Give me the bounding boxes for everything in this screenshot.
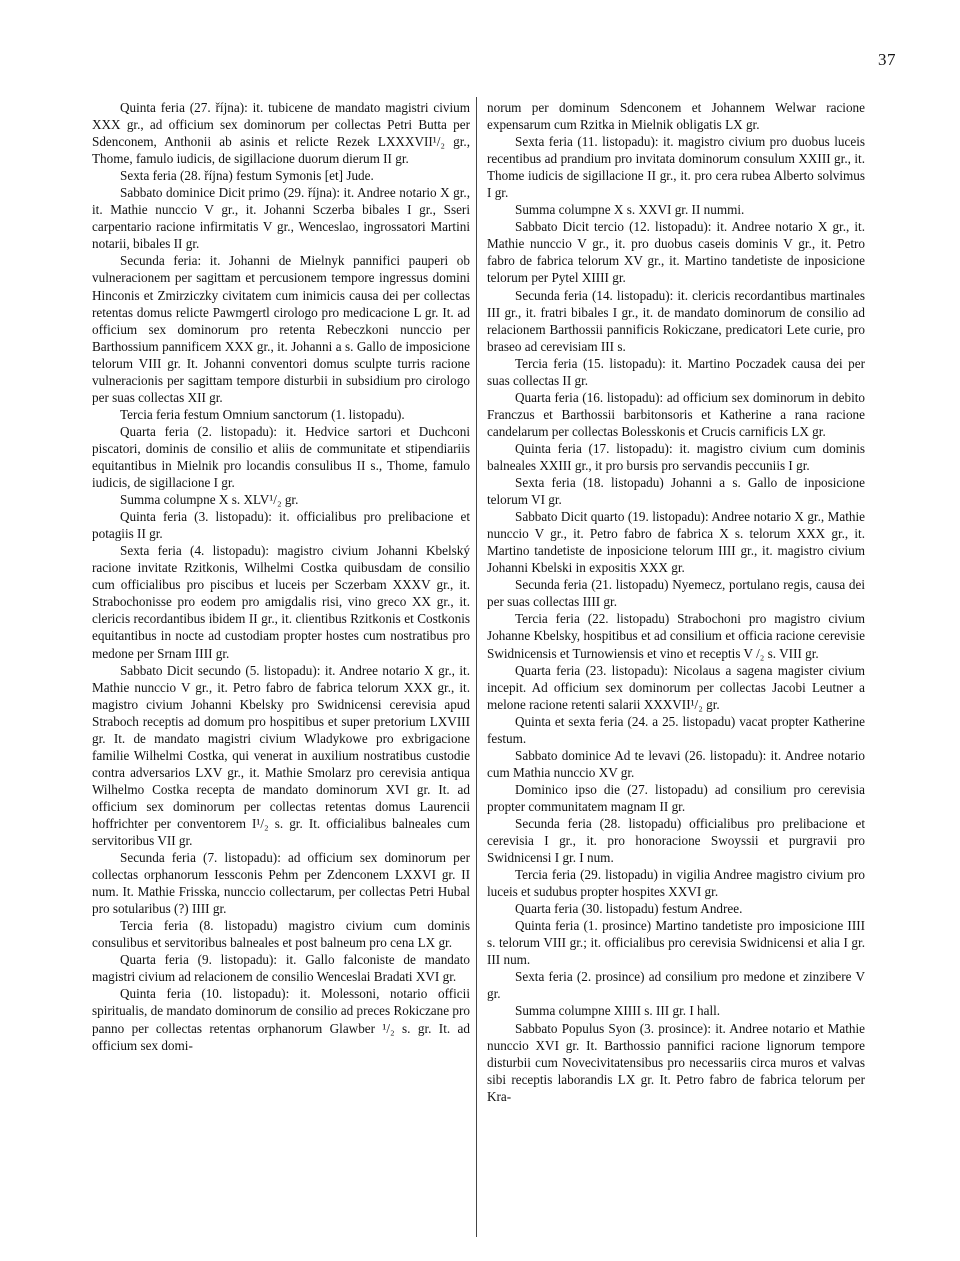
paragraph-entry: Tercia feria (8. listopadu) magistro civium cum dominis consulibus et servitoribus balneales et post balneum pro cena LX gr.	[92, 918, 470, 951]
paragraph-entry: Secunda feria (28. listopadu) officialibus pro prelibacione et cerevisia I gr., it. pro honoracione Swoyssii et purgravii pro Swidnicensi I gr. I num.	[487, 815, 865, 866]
paragraph-entry: Summa columpne X s. XXVI gr. II nummi.	[515, 202, 745, 218]
paragraph-entry: Sexta feria (28. října) festum Symonis [et] Jude.	[120, 168, 374, 184]
paragraph-entry: Summa columpne X s. XLV¹/₂ gr.	[120, 492, 299, 508]
paragraph-entry: Sexta feria (4. listopadu): magistro civium Johanni Kbelský racione invitate Rzitkonis, Wilhelmi Costka quibusdam de consilio cum officialibus pro piscibus et luceis per Sczerbam XXXV gr., it. Strabochonisse pro eodem pro amigdalis risi, vino greco XX gr., it. clericis recordantibus ibidem II gr., it. clientibus Rzitkonis et Costkonis equitantibus in nocte ad custodiam propter hostes cum nostratibus pro medone per Srnam IIII gr.	[92, 543, 470, 661]
paragraph-entry: Quarta feria (9. listopadu): it. Gallo falconiste de mandato magistri civium ad relacionem de consilio Wenceslai Bradati XVI gr.	[92, 952, 470, 985]
paragraph-entry: Quinta et sexta feria (24. a 25. listopadu) vacat propter Katherine festum.	[487, 713, 865, 746]
paragraph-entry: Dominico ipso die (27. listopadu) ad consilium pro cerevisia propter communitatem magnam II gr.	[487, 781, 865, 814]
paragraph-entry: Secunda feria: it. Johanni de Mielnyk pannifici pauperi ob vulneracionem per sagittam et percusionem tempore ingressus domini Hinconis et Zmirziczky civitatem cum inimicis causa dei per collectas retentas domus relicte Pawmgertl cirologo pro medicacione L gr. It. ad officium sex dominorum pro retenta Rebeczkoni nunccio per Barthossium pannificem XXX gr., it. Johanni a s. Gallo de imposicione telorum VIII gr. It. Johanni conventori domus sculpte turris racione vulneracionis per sagittam tempore disturbii in subsidium pro cirologo per suas collectas XII gr.	[92, 253, 470, 405]
paragraph-entry: Sexta feria (2. prosince) ad consilium pro medone et zinzibere V gr.	[487, 969, 865, 1002]
left-column	[92, 99, 470, 1054]
paragraph-entry: Quinta feria (1. prosince) Martino tandetiste pro imposicione IIII s. telorum VIII gr.; it. officialibus pro cerevisia Swidnicensi et alia I gr. III num.	[487, 918, 865, 968]
paragraph-entry: Sabbato Dicit tercio (12. listopadu): it. Andree notario X gr., it. Mathie nunccio V gr., it. pro duobus caseis dominis V gr., it. Petro fabro de fabrica telorum XV gr., it. Martino tandetiste de inposicione telorum per Pytel XIIII gr.	[487, 219, 865, 286]
paragraph-entry: Quinta feria (10. listopadu): it. Molessoni, notario officii spiritualis, de mandato dominorum de consilio ad preces Rokiczane pro panno per collectas retentas orphanorum Glawber ¹/₂ s. gr. It. ad officium sex domi-	[92, 986, 470, 1053]
paragraph-entry: Sabbato Populus Syon (3. prosince): it. Andree notario et Mathie nunccio XVI gr. It. Barthossio pannifici racione lignorum tempore disturbii cum Novecivitatensibus pro necessariis circa muros et valvas sibi receptis laborandis LX gr. It. Petro fabro de fabrica telorum per Kra-	[487, 1020, 865, 1104]
paragraph-entry: Secunda feria (7. listopadu): ad officium sex dominorum per collectas orphanorum Iessconis Pehm per Zdenconem LXXVI gr. II num. It. Mathie Frisska, nunccio collectarum, per collectas Petri Hubal pro sotularibus (?) IIII gr.	[92, 850, 470, 917]
paragraph-entry: Quarta feria (2. listopadu): it. Hedvice sartori et Duchconi piscatori, dominis de consilio et aliis de communitate et stipendiariis equitantibus in Mielnik pro locandis consulibus II s., Thome, famulo iudicis, de sigillacione I gr.	[92, 423, 470, 491]
column-divider	[476, 97, 477, 1237]
paragraph-entry: Quarta feria (16. listopadu): ad officium sex dominorum in debito Franczus et Barthossii barbitonsoris et Katherine a rana racione candelarum per collectas Bolesskonis et Crucis carnificis LX gr.	[487, 389, 865, 439]
paragraph-entry: Secunda feria (21. listopadu) Nyemecz, portulano regis, causa dei per suas collectas IIII gr.	[487, 577, 865, 610]
paragraph-entry: Quinta feria (17. listopadu): it. magistro civium cum dominis balneales XXIII gr., it pro bursis pro servandis peccuniis I gr.	[487, 440, 865, 473]
paragraph-entry: Sabbato Dicit secundo (5. listopadu): it. Andree notario X gr., it. Mathie nunccio V gr., it. Petro fabro de fabrica telorum XXX gr., it. magistro civium Johanni Kbelsky pro Swidnicensi cerevisia apud Straboch receptis ad domum pro hospitibus et super pretorium LXVIII gr. It. de mandato magistri civium Wladykowe pro exbrigacione familie Wilhelmi Costka, qui venerat in auxilium nostratibus custodie contra adversarios LXV gr., it. Mathie Smolarz pro cerevisia antiqua Wilhelmo Costka recepta de mandato dominorum XVI gr. It. ad officium sex dominorum per collectas retentas domus Laurencii hoffrichter per conventorem I¹/₂ s. gr. It. officialibus balneales cum servitoribus VII gr.	[92, 662, 470, 849]
paragraph-entry: Tercia feria (22. listopadu) Strabochoni pro magistro civium Johanne Kbelsky, hospitibus et ad consilium et officia racione cerevisie Swidnicensis et Turnowiensis et vino et receptis V /₂ s. VIII gr.	[487, 611, 865, 661]
paragraph-entry: Tercia feria (15. listopadu): it. Martino Poczadek causa dei per suas collectas II gr.	[487, 355, 865, 388]
paragraph-entry: Secunda feria (14. listopadu): it. clericis recordantibus martinales III gr., it. fratri bibales I gr., it. de mandato dominorum de consilio ad relacionem Barthossii pannificis Rokiczane, predicatori Lete curie, pro braseo ad cerevisiam III s.	[487, 287, 865, 354]
paragraph-entry: Quarta feria (30. listopadu) festum Andree.	[515, 901, 743, 917]
paragraph-entry: Summa columpne XIIII s. III gr. I hall.	[515, 1003, 721, 1019]
paragraph-entry: Quinta feria (3. listopadu): it. officialibus pro prelibacione et potagiis II gr.	[92, 509, 470, 542]
paragraph-entry: Tercia feria (29. listopadu) in vigilia Andree magistro civium pro luceis et sudubus propter hospites XXVI gr.	[487, 867, 865, 900]
paragraph-entry: Sexta feria (18. listopadu) Johanni a s. Gallo de inposicione telorum VI gr.	[487, 475, 865, 508]
paragraph-entry: Quarta feria (23. listopadu): Nicolaus a sagena magister civium incepit. Ad officium sex dominorum per collectas Jacobi Leutner a melone racione retenti salarii XXXVII¹/₂ gr.	[487, 662, 865, 712]
page-number: 37	[878, 50, 896, 69]
paragraph-entry: Sabbato dominice Ad te levavi (26. listopadu): it. Andree notario cum Mathia nunccio XV gr.	[487, 747, 865, 780]
right-column	[487, 99, 865, 1105]
paragraph-entry: Tercia feria festum Omnium sanctorum (1. listopadu).	[120, 406, 405, 422]
paragraph-entry: norum per dominum Sdenconem et Johannem Welwar racione expensarum cum Rzitka in Mielnik obligatis LX gr.	[487, 100, 865, 133]
paragraph-entry: Sabbato dominice Dicit primo (29. října): it. Andree notario X gr., it. Mathie nunccio V gr., it. Johanni Sczerba bibales I gr., Sseri carpentario racione infirmitatis V gr., Wenceslao, ingrossatori Martini notarii, bibales II gr.	[92, 185, 470, 252]
paragraph-entry: Quinta feria (27. října): it. tubicene de mandato magistri civium XXX gr., ad officium sex dominorum per collectas Petri Butta per Sdenconem, Anthonii ab asinis et relicte Rezek LXXXVII¹/₂ gr., Thome, famulo iudicis, de sigillacione duorum dierum II gr.	[92, 100, 470, 167]
paragraph-entry: Sabbato Dicit quarto (19. listopadu): Andree notario X gr., Mathie nunccio V gr., it. Petro fabro de fabrica X s. telorum XXX gr., it. Martino tandetiste de inposicione telorum IIII gr., it. magistro civium Johanni Kbelski in expositis XXX gr.	[487, 509, 865, 576]
paragraph-entry: Sexta feria (11. listopadu): it. magistro civium pro duobus luceis recentibus ad prandium pro invitata dominorum consulum XXIII gr., it. Thome iudicis de sigillacione II gr., it. pro cera rubea Alberto solvimus I gr.	[487, 134, 865, 201]
